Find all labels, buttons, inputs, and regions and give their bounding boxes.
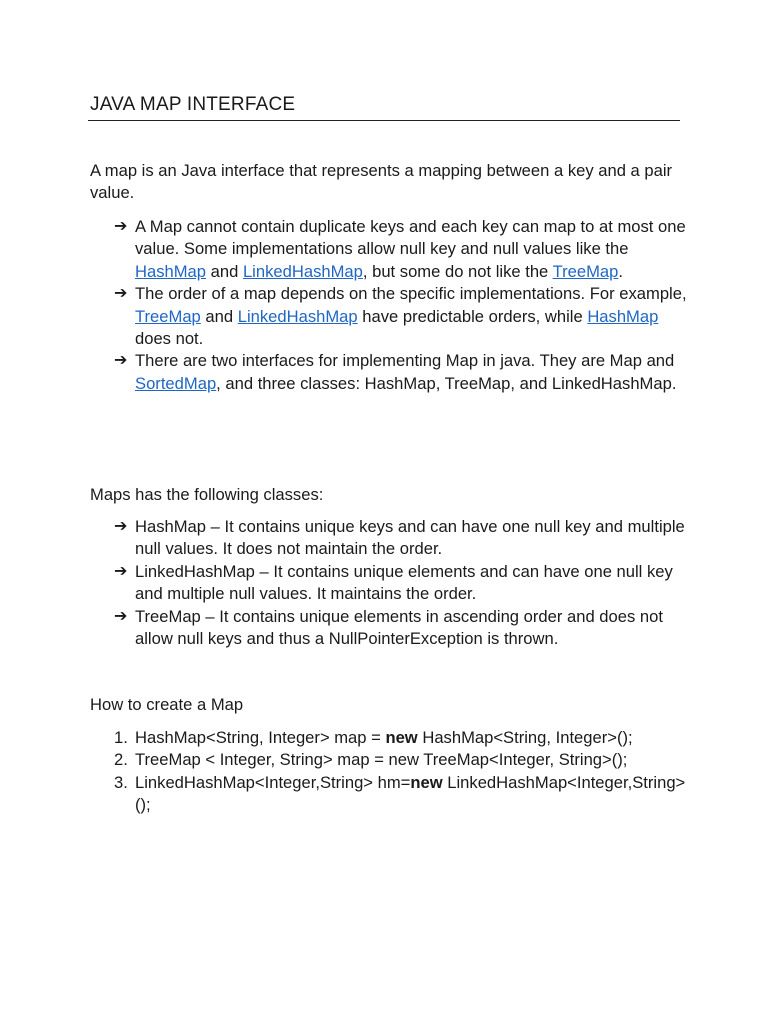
classes-list [90, 516, 690, 650]
list-item: 1. HashMap<String, Integer> map = new HashMap<String, Integer>(); [90, 727, 690, 749]
intro-paragraph [90, 160, 690, 205]
list-item: ➔ LinkedHashMap – It contains unique elements and can have one null key and multiple null values. It maintains the order. [114, 561, 673, 604]
step-number: 1. [114, 728, 128, 747]
keyword-new: new [410, 772, 443, 792]
arrow-right-icon: ➔ [114, 607, 128, 625]
features-list [90, 216, 690, 395]
classes-heading: Maps has the following classes: [90, 485, 324, 504]
list-item: 3. LinkedHashMap<Integer,String> hm=new LinkedHashMap<Integer,String>(); [114, 772, 686, 815]
list-item: ➔ HashMap – It contains unique keys and can have one null key and multiple null values. It does not maintain the order. [114, 517, 685, 559]
arrow-right-icon: ➔ [114, 562, 128, 580]
create-steps [90, 727, 690, 817]
create-heading: How to create a Map [90, 695, 244, 714]
list-item: ➔ There are two interfaces for implementing Map in java. They are Map and SortedMap, and three classes: HashMap, TreeMap, and LinkedHashMap. [114, 351, 677, 393]
step-number: 2. [114, 750, 128, 770]
keyword-new: new [385, 728, 418, 747]
linkedhashmap-link[interactable]: LinkedHashMap [242, 261, 363, 281]
arrow-right-icon: ➔ [114, 218, 128, 235]
title-divider [88, 120, 680, 121]
page-title: JAVA MAP INTERFACE [90, 94, 296, 115]
hashmap-link[interactable]: HashMap [135, 261, 207, 281]
list-item: ➔ A Map cannot contain duplicate keys and each key can map to at most one value. Some implementations allow null key and null values like the HashMap and LinkedHashMap, but some do not like the TreeMap. [114, 217, 686, 281]
treemap-link[interactable]: TreeMap [135, 306, 201, 326]
list-item: ➔ The order of a map depends on the specific implementations. For example, TreeMap and LinkedHashMap have predictable orders, while HashMap does not. [114, 284, 687, 349]
arrow-right-icon: ➔ [114, 285, 128, 303]
linkedhashmap-link[interactable]: LinkedHashMap [237, 306, 358, 326]
list-item: 2. TreeMap < Integer, String> map = new TreeMap<Integer, String>(); [90, 749, 690, 771]
list-item: ➔ TreeMap – It contains unique elements in ascending order and does not allow null keys and thus a NullPointerException is thrown. [114, 606, 663, 649]
arrow-right-icon: ➔ [114, 352, 128, 370]
arrow-right-icon: ➔ [114, 518, 128, 535]
treemap-link[interactable]: TreeMap [552, 261, 619, 281]
step-number: 3. [114, 772, 128, 792]
intro-text: A map is an Java interface that represents a mapping between a key and a pair value. [90, 161, 673, 203]
sortedmap-link[interactable]: SortedMap [135, 373, 217, 393]
hashmap-link[interactable]: HashMap [587, 306, 659, 326]
